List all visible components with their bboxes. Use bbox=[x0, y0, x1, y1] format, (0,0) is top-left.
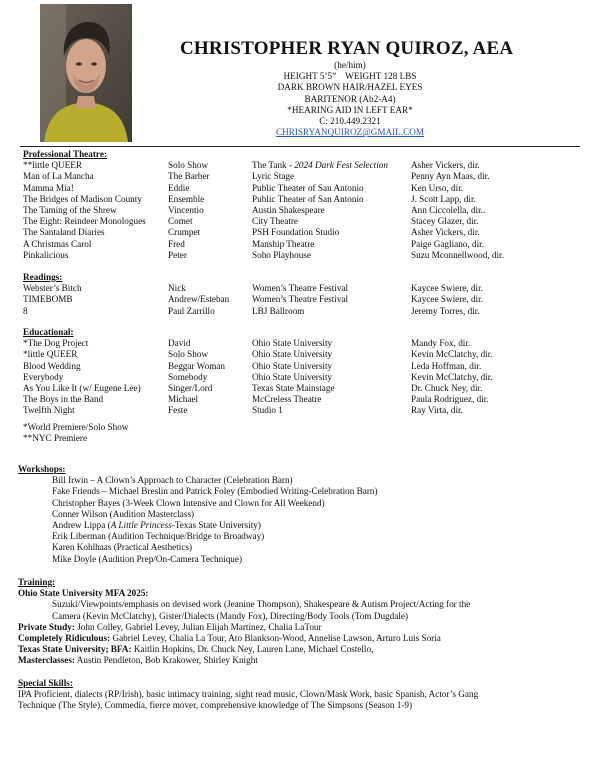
credit-venue-text: Manship Theatre bbox=[252, 238, 315, 249]
masterclasses-label: Masterclasses: bbox=[18, 655, 75, 666]
credit-venue-text: Soho Playhouse bbox=[252, 249, 311, 260]
credit-director: Suzu Mconnellwood, dir. bbox=[411, 249, 504, 260]
credit-venue-text: Women’s Theatre Festival bbox=[252, 294, 349, 305]
educational-section bbox=[23, 327, 583, 444]
credit-show: Man of La Mancha bbox=[23, 171, 94, 182]
training-section bbox=[18, 577, 588, 667]
credit-venue bbox=[252, 283, 348, 294]
credit-row bbox=[23, 227, 583, 238]
credit-row bbox=[23, 194, 583, 205]
credit-director: Kevin McClatchy, dir. bbox=[411, 371, 493, 382]
credit-show: Mamma Mia! bbox=[23, 182, 74, 193]
credit-role: Nick bbox=[168, 283, 186, 294]
credit-venue-text: Texas State Mainstage bbox=[252, 382, 335, 393]
workshop-item bbox=[18, 554, 588, 565]
credit-venue bbox=[252, 349, 332, 360]
credit-role: Eddie bbox=[168, 182, 190, 193]
credit-show: The Taming of the Shrew bbox=[23, 204, 117, 215]
osu-line: Camera (Kevin McClatchy), Gister/Dialects (Mandy Fox), Directing/Body Tools (Tom Dugdale) bbox=[52, 610, 409, 621]
credit-show: Blood Wedding bbox=[23, 360, 81, 371]
credit-venue bbox=[252, 160, 388, 171]
credit-show: The Santaland Diaries bbox=[23, 227, 105, 238]
credit-row bbox=[23, 338, 583, 349]
credit-show: The Boys in the Band bbox=[23, 394, 104, 405]
credit-director: Kevin McClatchy, dir. bbox=[411, 349, 493, 360]
credit-show: 8 bbox=[23, 305, 28, 316]
readings-section bbox=[23, 272, 583, 317]
credit-row bbox=[23, 205, 583, 216]
credit-venue bbox=[252, 194, 364, 205]
workshop-text: Bill Irwin – A Clown’s Approach to Character (Celebration Barn) bbox=[52, 475, 293, 486]
workshop-text: Mike Doyle (Audition Prep/On-Camera Technique) bbox=[52, 553, 243, 564]
texas-state bbox=[18, 644, 588, 655]
credit-venue bbox=[252, 216, 298, 227]
credit-venue bbox=[252, 294, 348, 305]
credit-venue bbox=[252, 405, 283, 416]
credit-row bbox=[23, 405, 583, 416]
credit-venue bbox=[252, 205, 325, 216]
credit-row bbox=[23, 394, 583, 405]
section-title: Special Skills: bbox=[18, 678, 73, 688]
credit-role: The Barber bbox=[168, 171, 210, 182]
credit-venue-note: 2024 Dark Fest Selection bbox=[294, 160, 388, 171]
credit-venue bbox=[252, 183, 364, 194]
credit-director: Paige Gagliano, dir. bbox=[411, 238, 484, 249]
credit-role: Vincentio bbox=[168, 204, 204, 215]
credit-role: Comet bbox=[168, 216, 193, 227]
credit-role: Singer/Lord bbox=[168, 382, 213, 393]
credit-venue-text: Ohio State University bbox=[252, 360, 333, 371]
credit-role: Beggar Woman bbox=[168, 360, 226, 371]
credit-venue bbox=[252, 394, 321, 405]
credit-director: Paula Rodriguez, dir. bbox=[411, 394, 489, 405]
credit-show: The Eight: Reindeer Monologues bbox=[23, 216, 146, 227]
credit-role: Feste bbox=[168, 405, 188, 416]
phone: C: 210.449.2321 bbox=[319, 116, 381, 127]
masterclasses-text: Austin Pendleton, Bob Krakower, Shirley Knight bbox=[74, 655, 258, 666]
workshop-item bbox=[18, 520, 588, 531]
special-skills-section bbox=[18, 678, 593, 712]
credit-venue-text: Women’s Theatre Festival bbox=[252, 283, 349, 294]
masterclasses bbox=[18, 655, 588, 666]
workshop-text: -Texas State University) bbox=[171, 520, 261, 531]
skills-line: Technique (The Style), Commedia, fierce mover, comprehensive knowledge of The Simpsons (Season 1-9) bbox=[18, 700, 413, 711]
credit-role: David bbox=[168, 338, 191, 349]
workshop-item bbox=[18, 509, 588, 520]
hearing-note: *HEARING AID IN LEFT EAR* bbox=[287, 104, 413, 115]
credit-show: *little QUEER bbox=[23, 349, 78, 360]
credit-director: J. Scott Lapp, dir. bbox=[411, 193, 476, 204]
completely-ridiculous-text: Gabriel Levey, Chalia La Tour, Ato Blankson-Wood, Annelise Lawson, Arturo Luis Soria bbox=[110, 633, 441, 644]
credit-director: Stacey Glazer, dir. bbox=[411, 216, 479, 227]
credit-director: Kaycee Swiere, dir. bbox=[411, 294, 483, 305]
completely-ridiculous-label: Completely Ridiculous: bbox=[18, 633, 111, 644]
credit-venue-text: Austin Shakespeare bbox=[252, 204, 325, 215]
credit-role: Andrew/Esteban bbox=[168, 294, 230, 305]
texas-state-label: Texas State University; BFA: bbox=[18, 644, 132, 655]
credit-row bbox=[23, 160, 583, 171]
credit-director: Ray Virta, dir. bbox=[411, 405, 463, 416]
credit-venue-text: Lyric Stage bbox=[252, 171, 295, 182]
credit-row bbox=[23, 294, 583, 305]
credit-row bbox=[23, 216, 583, 227]
credit-role: Michael bbox=[168, 394, 199, 405]
credit-role: Ensemble bbox=[168, 193, 205, 204]
credit-row bbox=[23, 349, 583, 360]
credit-show: Pinkalicious bbox=[23, 249, 69, 260]
workshop-title: A Little Princess bbox=[110, 520, 172, 531]
credit-venue-text: Public Theater of San Antonio bbox=[252, 182, 364, 193]
voice-type: BARITENOR (Ab2-A4) bbox=[304, 93, 396, 104]
credit-venue-text: Ohio State University bbox=[252, 349, 333, 360]
credit-show: A Christmas Carol bbox=[23, 238, 92, 249]
skills-line: IPA Proficient, dialects (RP/Irish), basic intimacy training, sight read music, Clown/Mask Work, basic Spanish, Actor’s Gang bbox=[18, 689, 479, 700]
credit-director: Ken Urso, dir. bbox=[411, 182, 464, 193]
credit-director: Mandy Fox, dir. bbox=[411, 338, 471, 349]
credit-director: Asher Vickers, dir. bbox=[411, 160, 480, 171]
credit-show: Webster’s Bitch bbox=[23, 283, 82, 294]
workshop-text: Andrew Lippa ( bbox=[52, 520, 111, 531]
osu-line: Suzuki/Viewpoints/emphasis on devised work (Jeanine Thompson), Shakespeare & Autism Project/Acting for the bbox=[52, 599, 471, 610]
credit-director: Asher Vickers, dir. bbox=[411, 227, 480, 238]
workshop-text: Karen Kohlhaas (Practical Aesthetics) bbox=[52, 542, 193, 553]
credit-row bbox=[23, 372, 583, 383]
premiere-note: *World Premiere/Solo Show bbox=[23, 421, 129, 432]
credit-venue-text: Public Theater of San Antonio bbox=[252, 193, 364, 204]
credit-venue bbox=[252, 250, 311, 261]
professional-theatre-section bbox=[23, 149, 583, 261]
credit-row bbox=[23, 283, 583, 294]
workshop-item bbox=[18, 531, 588, 542]
section-title: Readings: bbox=[23, 272, 63, 282]
credit-show: The Bridges of Madison County bbox=[23, 193, 142, 204]
texas-state-text: Kaitlin Hopkins, Dr. Chuck Ney, Lauren Lane, Michael Costello, bbox=[131, 644, 374, 655]
credit-show: TIMEBOMB bbox=[23, 294, 73, 305]
workshop-text: Erik Liberman (Audition Technique/Bridge to Broadway) bbox=[52, 531, 265, 542]
workshop-text: Fake Friends – Michael Breslin and Patrick Foley (Embodied Writing-Celebration Barn) bbox=[52, 486, 378, 497]
private-study bbox=[18, 622, 588, 633]
credit-show: As You Like It (w/ Eugene Lee) bbox=[23, 382, 141, 393]
height-weight: HEIGHT 5’5” WEIGHT 128 LBS bbox=[283, 71, 417, 82]
credit-row bbox=[23, 183, 583, 194]
credit-role: Crumpet bbox=[168, 227, 201, 238]
credit-show: Twelfth Night bbox=[23, 405, 75, 416]
workshop-text: Christopher Bayes (3-Week Clown Intensive and Clown for All Weekend) bbox=[52, 497, 325, 508]
credit-venue bbox=[252, 239, 314, 250]
credit-show: **little QUEER bbox=[23, 160, 82, 171]
credit-venue-text: PSH Foundation Studio bbox=[252, 227, 340, 238]
completely-ridiculous bbox=[18, 633, 588, 644]
credit-show: Everybody bbox=[23, 371, 64, 382]
credit-venue bbox=[252, 361, 332, 372]
credit-venue-text: City Theatre bbox=[252, 216, 299, 227]
credit-venue-text: Studio 1 bbox=[252, 405, 283, 416]
credit-venue-text: McCreless Theatre bbox=[252, 394, 322, 405]
credit-director: Penny Ayn Maas, dir. bbox=[411, 171, 490, 182]
workshop-item bbox=[18, 498, 588, 509]
credit-director: Jeremy Torres, dir. bbox=[411, 305, 480, 316]
credit-row bbox=[23, 383, 583, 394]
workshop-item bbox=[18, 486, 588, 497]
credit-director: Kaycee Swiere, dir. bbox=[411, 283, 483, 294]
credit-row bbox=[23, 306, 583, 317]
credit-venue-text: Ohio State University bbox=[252, 338, 333, 349]
hair-eyes: DARK BROWN HAIR/HAZEL EYES bbox=[277, 82, 423, 93]
credit-venue-text: LBJ Ballroom bbox=[252, 305, 305, 316]
header-divider bbox=[20, 146, 580, 147]
credit-role: Paul Zarrillo bbox=[168, 305, 215, 316]
pronouns: (he/him) bbox=[334, 60, 366, 70]
section-title: Educational: bbox=[23, 327, 74, 337]
credit-show: *The Dog Project bbox=[23, 338, 89, 349]
credit-role: Solo Show bbox=[168, 349, 209, 360]
credit-role: Solo Show bbox=[168, 160, 209, 171]
credit-venue bbox=[252, 383, 335, 394]
credit-row bbox=[23, 250, 583, 261]
credit-role: Fred bbox=[168, 238, 185, 249]
credit-director: Leda Hoffman, dir. bbox=[411, 360, 482, 371]
workshops-section bbox=[18, 464, 588, 565]
credit-venue bbox=[252, 372, 332, 383]
credit-row bbox=[23, 171, 583, 182]
workshop-text: Conner Wilson (Audition Masterclass) bbox=[52, 508, 195, 519]
email-link[interactable]: CHRISRYANQUIROZ@GMAIL.COM bbox=[275, 127, 425, 138]
credit-row bbox=[23, 361, 583, 372]
private-study-label: Private Study: bbox=[18, 621, 75, 632]
credit-director: Dr. Chuck Ney, dir. bbox=[411, 382, 483, 393]
credit-venue bbox=[252, 227, 339, 238]
private-study-text: John Colley, Gabriel Levey, Julian Elijah Martinez, Chalia LaTour bbox=[74, 621, 322, 632]
workshop-item bbox=[18, 475, 588, 486]
credit-director: Ann Ciccolella, dir.. bbox=[411, 204, 486, 215]
credit-row bbox=[23, 239, 583, 250]
contact-block bbox=[250, 60, 450, 138]
actor-name: CHRISTOPHER RYAN QUIROZ, AEA bbox=[180, 38, 514, 59]
headshot-photo bbox=[40, 4, 132, 142]
credit-venue bbox=[252, 338, 332, 349]
credit-venue-text: The Tank - bbox=[252, 160, 295, 171]
premiere-note: **NYC Premiere bbox=[23, 432, 88, 443]
section-title: Workshops: bbox=[18, 464, 66, 474]
section-title: Training: bbox=[18, 577, 56, 587]
credit-role: Peter bbox=[168, 249, 187, 260]
credit-venue-text: Ohio State University bbox=[252, 371, 333, 382]
workshop-item bbox=[18, 542, 588, 553]
credit-role: Somebody bbox=[168, 371, 208, 382]
credit-venue bbox=[252, 171, 294, 182]
section-title: Professional Theatre: bbox=[23, 149, 107, 159]
osu-label: Ohio State University MFA 2025: bbox=[18, 588, 149, 599]
credit-venue bbox=[252, 306, 304, 317]
